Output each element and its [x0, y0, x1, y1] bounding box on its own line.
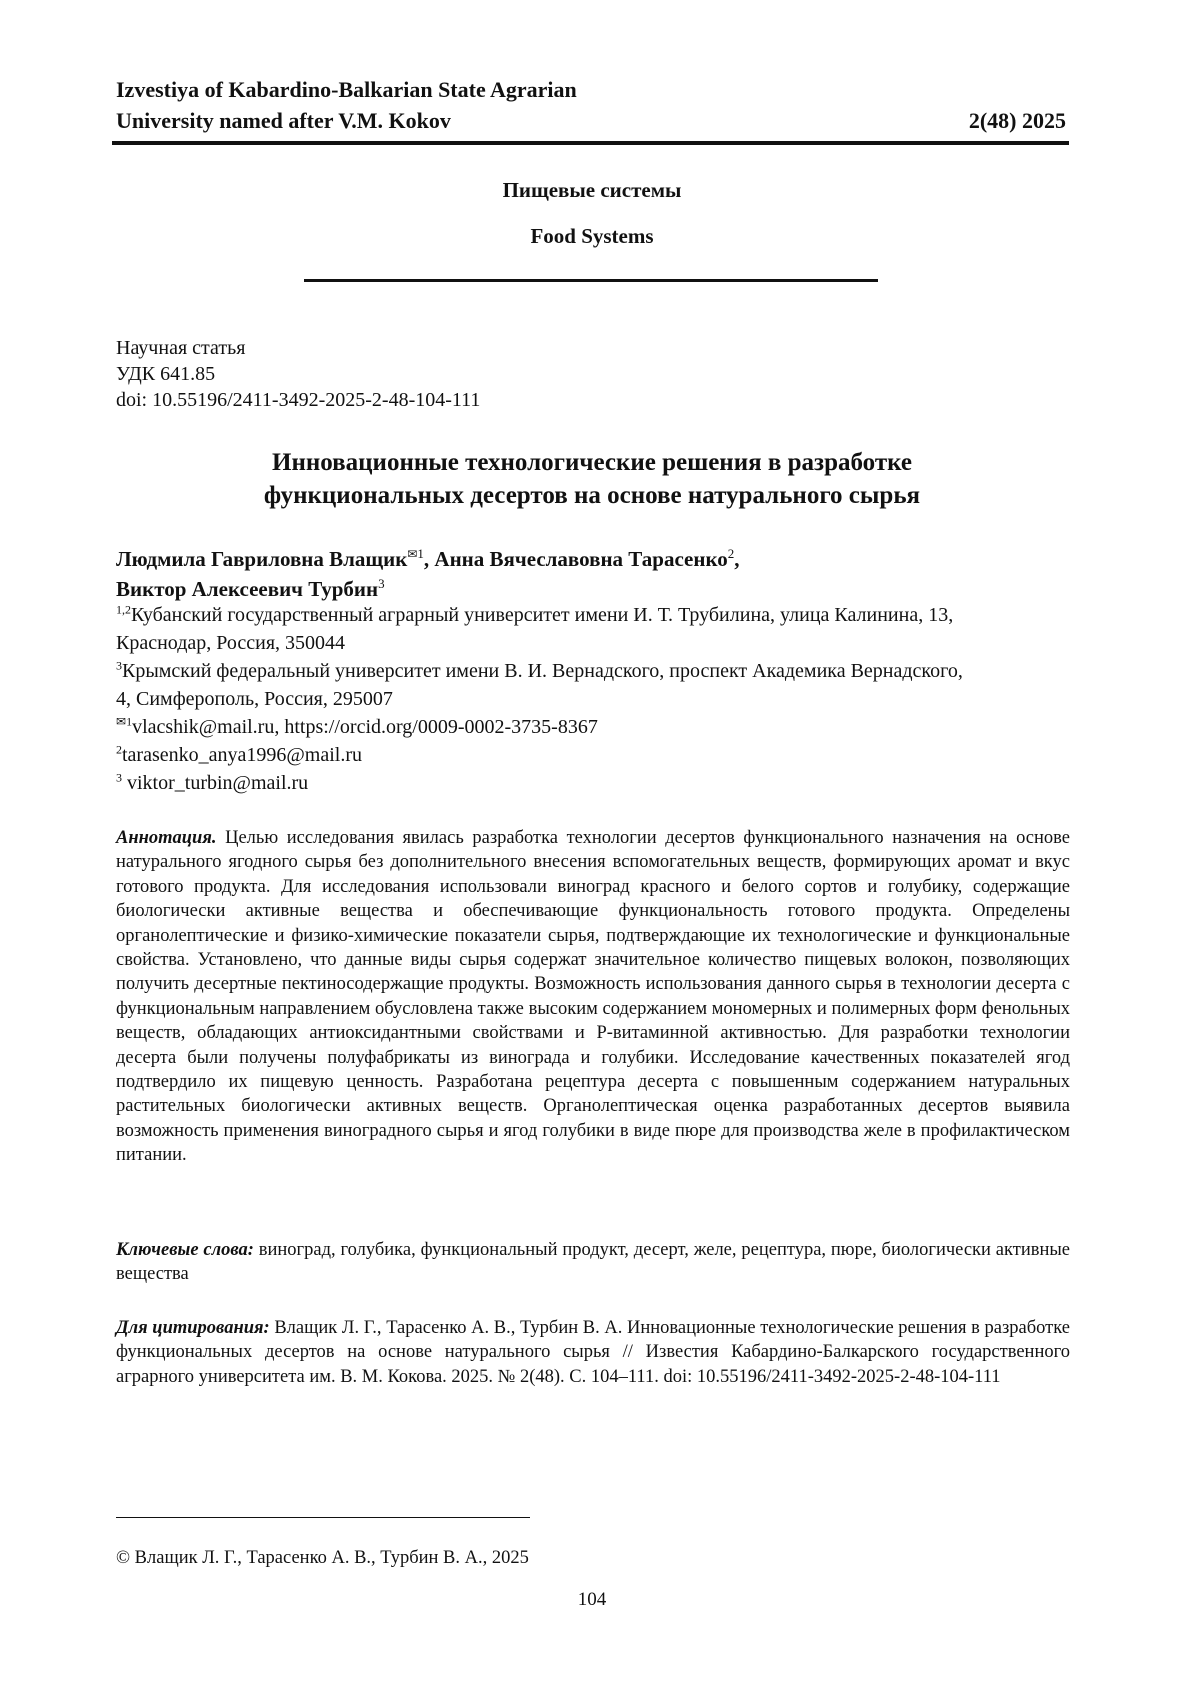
article-title — [0, 446, 1184, 512]
contact-email-orcid[interactable]: vlacshik@mail.ru, https://orcid.org/0009-0002-3735-8367 — [132, 716, 598, 738]
citation-text: Влащик Л. Г., Тарасенко А. В., Турбин В. А. Инновационные технологические решения в разработке функциональных десертов на основе натурального сырья // Известия Кабардино-Балкарского государственного аграрного университета им. В. М. Кокова. 2025. № 2(48). С. 104–111. doi: 10.55196/2411-3492-2025-2-48-104-111 — [116, 1318, 1070, 1387]
article-title-line2: функциональных десертов на основе натурального сырья — [0, 479, 1184, 512]
author-affil-sup: 1 — [417, 546, 424, 561]
affiliation-item-cont: 4, Симферополь, Россия, 295007 — [116, 685, 1076, 713]
affiliation-sup: 3 — [116, 658, 122, 672]
envelope-icon: ✉ — [407, 547, 417, 561]
keywords-text: виноград, голубика, функциональный продукт, десерт, желе, рецептура, пюре, биологически активные вещества — [116, 1240, 1070, 1284]
footnote-rule — [116, 1517, 530, 1518]
section-title-ru: Пищевые системы — [0, 178, 1184, 203]
contact-item: ✉1vlacshik@mail.ru, https://orcid.org/0009-0002-3735-8367 — [116, 713, 1076, 741]
article-type: Научная статья — [116, 335, 480, 361]
author-separator: , — [424, 547, 435, 571]
header-rule — [112, 141, 1069, 145]
keywords — [116, 1238, 1070, 1287]
contact-item: 2tarasenko_anya1996@mail.ru — [116, 741, 1076, 769]
journal-header — [116, 74, 1066, 136]
author-list — [116, 544, 1076, 604]
keywords-label: Ключевые слова: — [116, 1240, 254, 1260]
affiliation-item: 1,2Кубанский государственный аграрный университет имени И. Т. Трубилина, улица Калинина, 13, — [116, 601, 1076, 629]
author-name: Анна Вячеславовна Тарасенко — [434, 547, 727, 571]
author-affil-sup: 3 — [378, 576, 385, 591]
contact-email[interactable]: viktor_turbin@mail.ru — [122, 772, 308, 794]
contact-email[interactable]: tarasenko_anya1996@mail.ru — [122, 744, 362, 766]
citation — [116, 1316, 1070, 1389]
article-meta — [116, 335, 480, 413]
affiliation-item: 3Крымский федеральный университет имени В. И. Вернадского, проспект Академика Вернадского, — [116, 657, 1076, 685]
envelope-icon: ✉ — [116, 714, 126, 728]
doi[interactable]: doi: 10.55196/2411-3492-2025-2-48-104-111 — [116, 387, 480, 413]
contact-item: 3 viktor_turbin@mail.ru — [116, 769, 1076, 797]
issue-number: 2(48) 2025 — [969, 105, 1066, 136]
author-name: Людмила Гавриловна Влащик — [116, 547, 407, 571]
article-page — [0, 0, 1200, 1697]
affiliation-item-cont: Краснодар, Россия, 350044 — [116, 629, 1076, 657]
abstract — [116, 826, 1070, 1168]
section-title-en: Food Systems — [0, 224, 1184, 249]
abstract-label: Аннотация. — [116, 828, 217, 848]
citation-label: Для цитирования: — [116, 1318, 270, 1338]
journal-name-line1: Izvestiya of Kabardino-Balkarian State Agrarian — [116, 74, 1066, 105]
affiliation-sup: 1,2 — [116, 602, 131, 616]
section-rule — [304, 279, 878, 282]
author-name: Виктор Алексеевич Турбин — [116, 577, 378, 601]
article-title-line1: Инновационные технологические решения в разработке — [0, 446, 1184, 479]
author-affil-sup: 2 — [728, 546, 735, 561]
page-number: 104 — [0, 1589, 1184, 1611]
author-separator: , — [734, 547, 739, 571]
affiliations — [116, 601, 1076, 797]
copyright-notice: © Влащик Л. Г., Тарасенко А. В., Турбин В. А., 2025 — [116, 1548, 529, 1569]
abstract-text: Целью исследования явилась разработка технологии десертов функционального назначения на основе натурального ягодного сырья без дополнительного внесения вспомогательных веществ, формирующих аромат и вкус готового продукта. Для исследования использовали виноград красного и белого сортов и голубику, содержащие биологически активные вещества и обеспечивающие функциональность готового продукта. Определены органолептические и физико-химические показатели сырья, подтверждающие их технологические и функциональные свойства. Установлено, что данные виды сырья содержат значительное количество пищевых волокон, позволяющих получить десертные пектиносодержащие продукты. Возможность использования данного сырья в технологии десерта с функциональным направлением обусловлена также высоким содержанием мономерных и полимерных форм фенольных веществ, обладающих антиоксидантными свойствами и Р-витаминной активностью. Для разработки технологии десерта были получены полуфабрикаты из винограда и голубики. Исследование качественных показателей ягод подтвердило их пищевую ценность. Разработана рецептура десерта с повышенным содержанием натуральных растительных биологически активных веществ. Органолептическая оценка разработанных десертов выявила возможность применения виноградного сырья и ягод голубики в виде пюре для производства желе в профилактическом питании. — [116, 828, 1070, 1165]
udc-code: УДК 641.85 — [116, 361, 480, 387]
journal-name-line2: University named after V.M. Kokov — [116, 105, 451, 136]
